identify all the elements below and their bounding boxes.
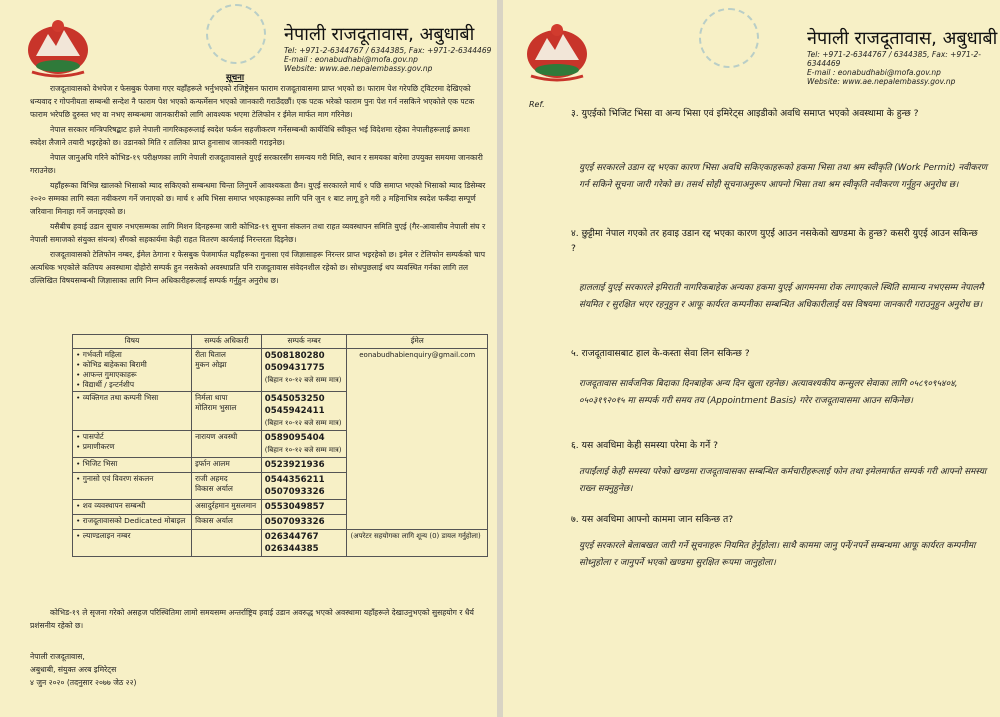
row-number <box>261 500 347 515</box>
question-7: ७. यस अवधिमा आफ्नो काममा जान सकिन्छ त? <box>571 514 734 525</box>
subject-item: • गुनासो एवं विवरण संकलन <box>76 474 154 483</box>
signature-line: नेपाली राजदूतावास, <box>30 652 85 661</box>
answer-5: राजदूतावास सार्वजनिक बिदाका दिनबाहेक अन्य दिन खुला रहनेछ। अत्यावश्यकीय कन्सुलर सेवाका लागि ०५८९०९५४०४, ०५०३१९२०१५ मा सम्पर्क गरी समय तय (Appointment Basis) गरेर राजदूतावासमा आउन सकिनेछ। <box>579 379 958 406</box>
letterhead-website: Website: www.ae.nepalembassy.gov.np <box>284 63 433 73</box>
row-subject <box>73 392 192 431</box>
table-row <box>73 349 488 392</box>
row-subject <box>73 458 192 473</box>
subject-item: • शव व्यवस्थापन सम्बन्धी <box>76 501 146 510</box>
row-subject <box>73 349 192 392</box>
subject-item: • राजदूतावासको Dedicated मोबाइल <box>76 516 186 525</box>
question-5: ५. राजदूतावासबाट हाल के-कस्ता सेवा लिन सकिन्छ ? <box>571 348 750 359</box>
phone-number: 0508180280 <box>264 351 325 361</box>
answer-7: युएई सरकारले बेलाबखत जारी गर्ने सूचनाहरू नियमित हेर्नुहोला। साथै काममा जानु पर्ने/नपर्ने सम्बन्धमा आफू कार्यरत कम्पनीमा सोध्नुहोला र जानुपर्ने भएको खण्डमा सुरक्षित रूपमा जानुहोला। <box>579 541 976 568</box>
signature-line: अबुधाबी, संयुक्त अरब इमिरेट्स <box>30 665 117 674</box>
signature-date: ४ जुन २०२० (तदनुसार २०७७ जेठ २२) <box>30 678 137 687</box>
subject-item: • प्रमाणीकरण <box>76 442 115 451</box>
time-note: (बिहान १०-१२ बजे सम्म मात्र) <box>264 419 342 427</box>
letterhead <box>807 28 1000 86</box>
row-subject <box>73 431 192 458</box>
officer-name: मुकन ओझा <box>195 360 227 369</box>
closing-paragraph <box>30 606 486 634</box>
question-4: ४. छुट्टीमा नेपाल गएको तर हवाइ उडान रद्द भएका कारण युएई आउन नसकेको खण्डमा के हुन्छ? कसरी युएई आउन सकिन्छ ? <box>571 228 978 254</box>
row-number <box>261 530 347 557</box>
row-subject <box>73 473 192 500</box>
answer-4: हाललाई युएई सरकारले इमिराती नागरिकबाहेक अन्यका हकमा युएई आगमनमा रोक लगाएकाले स्थिति सामान्य नभएसम्म नेपालमै संयमित र सुरक्षित भएर रहनुहुन र आफू कार्यरत कम्पनीका सम्बन्धित अधिकारीलाई यस विषयमा जानकारी गराउनुहुन अनुरोध छ। <box>579 283 984 310</box>
header-subject: विषय <box>73 335 192 349</box>
phone-number: 026344385 <box>264 544 319 554</box>
row-number <box>261 473 347 500</box>
time-note: (बिहान १०-१२ बजे सम्म मात्र) <box>264 446 342 454</box>
row-officer <box>192 458 262 473</box>
letterhead-email: E-mail : eonabudhabi@mofa.gov.np <box>284 54 418 64</box>
phone-number: 0509431775 <box>264 363 325 373</box>
notice-page-left <box>0 0 497 717</box>
subject-item: • गर्भवती महिला <box>76 350 122 359</box>
row-officer <box>192 431 262 458</box>
officer-name: निर्मला थापा <box>195 393 228 402</box>
paragraph: नेपाल सरकार मन्त्रिपरिषद्बाट हाले नेपाली नागरिकहरूलाई स्वदेश फर्कन सहजीकरण गर्नेसम्बन्धी कार्यविधि स्वीकृत भई विदेशमा रहेका नेपालीहरूलाई क्रमशः स्वदेश लैजाने तयारी भइरहेको छ। उडानको मिति र तालिका प्राप्त हुनासाथ जानकारी गराइनेछ। <box>30 125 470 147</box>
closing-text: कोभिड-१९ ले सृजना गरेको असहज परिस्थितिमा लामो समयसम्म अन्तर्राष्ट्रिय हवाई उडान अवरुद्ध भएको अवस्थामा यहाँहरूले देखाउनुभएको सुसहयोग र धैर्य प्रशंसनीय रहेको छ। <box>30 608 474 630</box>
phone-number: 0589095404 <box>264 433 325 443</box>
row-officer <box>192 515 262 530</box>
phone-number: 0507093326 <box>264 517 325 527</box>
row-subject <box>73 500 192 515</box>
subject-item: • आफन्त गुमाएकाहरू <box>76 370 137 379</box>
table-row <box>73 530 488 557</box>
contact-table <box>72 334 488 557</box>
letterhead-tel: Tel: +971-2-6344767 / 6344385, Fax: +971-2-6344469 <box>807 49 981 68</box>
officer-name: नारायण अवस्थी <box>195 432 238 441</box>
paragraph: राजदूतावासको वेभपेज र फेसबुक पेजमा गएर यहाँहरूले भर्नुभएको रजिष्ट्रेसन फाराम राजदूतावासमा प्राप्त भएको छ। फाराम पेश गरेपछि ट्विटरमा देखिएको धन्यवाद र गोपनीयता सम्बन्धी सन्देश नै फाराम पेश भएको कन्फर्मेसन भएको जानकारी गराउँदछौं। एक पटक भरेको फाराम पुनः पेश गर्न नसकिने भएकोले एक पटक फाराम भरेपछि दुरुस्त भए वा नभए सम्बन्धमा जानकारीको लागि आवश्यक भएमा टेलिफोन र ईमेल मार्फत माग गरिनेछ। <box>30 84 475 119</box>
table-header-row <box>73 335 488 349</box>
phone-number: 0544356211 <box>264 475 325 485</box>
letterhead <box>284 24 491 73</box>
phone-number: 0545942411 <box>264 406 325 416</box>
officer-name: रीता घिताल <box>195 350 226 359</box>
row-number <box>261 392 347 431</box>
row-officer <box>192 473 262 500</box>
subject-item: • पासपोर्ट <box>76 432 104 441</box>
row-number <box>261 349 347 392</box>
operator-note: (अपरेटर सहयोगका लागि शून्य (0) डायल गर्नुहोला) <box>347 530 488 557</box>
embassy-stamp <box>699 8 759 68</box>
phone-number: 0545053250 <box>264 394 325 404</box>
answer-6: तपाईंलाई केही समस्या परेको खण्डमा राजदूतावासका सम्बन्धित कर्मचारीहरूलाई फोन तथा इमेलमार्फत सम्पर्क गरी आफ्नो समस्या राख्न सक्नुहुनेछ। <box>579 467 987 494</box>
row-officer <box>192 530 262 557</box>
letterhead-website: Website: www.ae.nepalembassy.gov.np <box>807 76 956 86</box>
question-3: ३. युएईको भिजिट भिसा वा अन्य भिसा एवं इमिरेट्स आइडीको अवधि समाप्त भएको अवस्थामा के हुन्छ ? <box>571 108 919 119</box>
officer-name: विकास अर्याल <box>195 516 233 525</box>
row-subject <box>73 530 192 557</box>
paragraph: नेपाल जानुअघि गरिने कोभिड-१९ परीक्षणका लागि नेपाली राजदूतावासले युएई सरकारसँग समन्वय गरी मिति, स्थान र समयका बारेमा उपयुक्त समयमा जानकारी गराउनेछ। <box>30 153 483 175</box>
row-officer <box>192 392 262 431</box>
nepal-emblem-icon <box>22 16 94 78</box>
paragraph: यसैबीच हवाई उडान सुचारु नभएसम्मका लागि मिशन दिनहरूमा जारी कोभिड-१९ सुचना संकलन तथा राहत व्यवस्थापन समिति युएई (गैर-आवासीय नेपाली संघ र नेपाली समाजको संयुक्त संयन्त्र) सँगको सहकार्यमा केही राहत वितरण कार्यलाई निरन्तरता दिइनेछ। <box>30 222 486 244</box>
phone-number: 0553049857 <box>264 502 325 512</box>
phone-number: 0507093326 <box>264 487 325 497</box>
enquiry-email: eonabudhabienquiry@gmail.com <box>347 349 488 530</box>
row-number <box>261 431 347 458</box>
letterhead-email: E-mail : eonabudhabi@mofa.gov.np <box>807 67 941 77</box>
subject-item: • भिजिट भिसा <box>76 459 118 468</box>
row-subject <box>73 515 192 530</box>
paragraph: राजदूतावासको टेलिफोन नम्बर, ईमेल ठेगाना र फेसबुक पेजमार्फत यहाँहरूका गुनासा एवं जिज्ञासाहरू निरन्तर प्राप्त भइरहेको छ। इमेल र टेलिफोन सम्पर्कको चाप अत्यधिक भएकोले कतिपय अवस्थामा दोहोरो सम्पर्क हुन नसकेको अवस्थाप्रति पनि राजदूतावास संवेदनशील रहेको छ। सोधपुछलाई थप व्यवस्थित गर्नका लागि तल उल्लिखित विषयसम्बन्धी जिज्ञासाका लागि निम्न अधिकारीहरूलाई सम्पर्क गर्नुहुन अनुरोध छ। <box>30 250 486 285</box>
phone-number: 026344767 <box>264 532 319 542</box>
letterhead-tel: Tel: +971-2-6344767 / 6344385, Fax: +971-2-6344469 <box>284 45 492 55</box>
officer-name: असादुर्रहमान मुसलमान <box>195 501 257 510</box>
row-number <box>261 515 347 530</box>
embassy-name: नेपाली राजदूतावास, अबुधाबी <box>284 24 475 45</box>
officer-name: राजी अहमद <box>195 474 228 483</box>
notice-title: सूचना <box>226 73 245 83</box>
nepal-emblem-icon <box>521 20 593 82</box>
ref-label: Ref. <box>529 100 545 109</box>
row-number <box>261 458 347 473</box>
embassy-name: नेपाली राजदूतावास, अबुधाबी <box>807 28 998 49</box>
row-officer <box>192 349 262 392</box>
header-officer: सम्पर्क अधिकारी <box>192 335 262 349</box>
embassy-stamp <box>206 4 266 64</box>
answer-3: युएई सरकारले उडान रद्द भएका कारण भिसा अवधि सकिएकाहरूको हकमा भिसा तथा श्रम स्वीकृति (Work Permit) नवीकरण गर्न सकिने सूचना जारी गरेको छ। तसर्थ सोही सूचनाअनुरूप आफ्नो भिसा तथा श्रम स्वीकृति नवीकरण गर्नुहुन अनुरोध छ। <box>579 163 988 190</box>
row-officer <box>192 500 262 515</box>
phone-number: 0523921936 <box>264 460 325 470</box>
header-email: ईमेल <box>347 335 488 349</box>
notice-page-right <box>503 0 1000 717</box>
header-number: सम्पर्क नम्बर <box>261 335 347 349</box>
question-6: ६. यस अवधिमा केही समस्या परेमा के गर्ने ? <box>571 440 718 451</box>
subject-item: • व्यक्तिगत तथा कम्पनी भिसा <box>76 393 159 402</box>
subject-item: • ल्याण्डलाइन नम्बर <box>76 531 131 540</box>
officer-name: मोतिराम भुसाल <box>195 403 237 412</box>
officer-name: इर्फान आलम <box>195 459 230 468</box>
time-note: (बिहान १०-१२ बजे सम्म मात्र) <box>264 376 342 384</box>
subject-item: • कोभिड बाहेकका बिरामी <box>76 360 147 369</box>
signature-block <box>30 650 137 689</box>
paragraph: यहाँहरूका विभिन्न खालको भिसाको म्याद सकिएको सम्बन्धमा चिन्ता लिनुपर्ने आवश्यकता छैन। युएई सरकारले मार्च १ पछि समाप्त भएको भिसाको म्याद डिसेम्बर २०२० सम्मका लागि स्वतः नवीकरण गर्ने जनाएको छ। मार्च १ अघि भिसा समाप्त भएकाहरूका लागि पनि जुन १ बाट लागू हुने गरी ३ महिनाभित्र स्वदेश फर्कँदा सम्पूर्ण जरिवाना मिनाहा गर्ने जनाइएको छ। <box>30 181 486 216</box>
officer-name: विकास अर्याल <box>195 484 233 493</box>
subject-item: • विद्यार्थी / इन्टर्नशीप <box>76 380 135 389</box>
notice-body <box>30 82 486 289</box>
